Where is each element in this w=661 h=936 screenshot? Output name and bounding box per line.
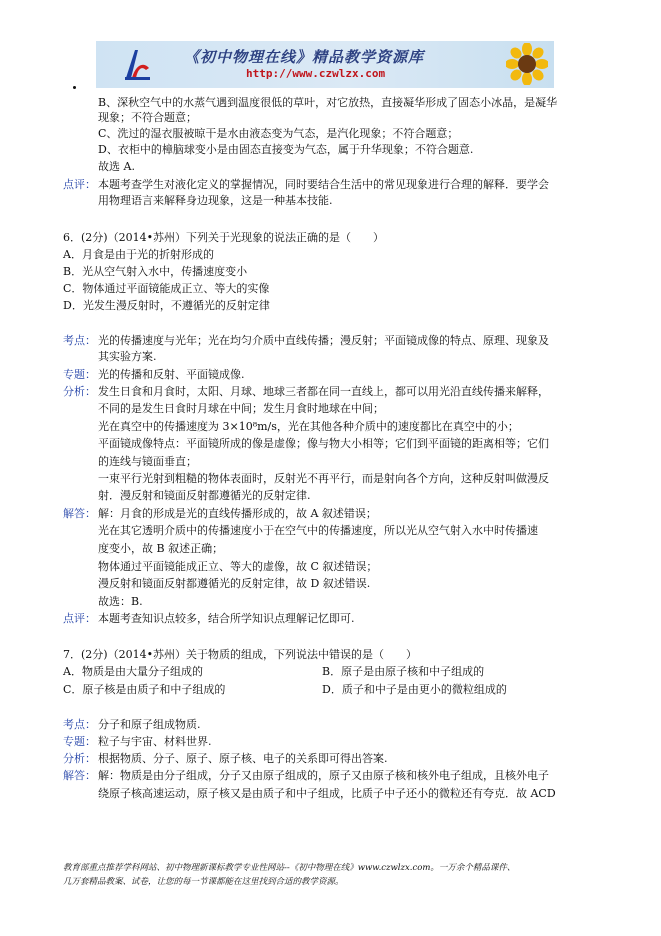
q7-option-d: D．质子和中子是由更小的微粒组成的: [322, 683, 507, 696]
sunflower-icon: [506, 43, 548, 85]
q6-answer: 故选：B.: [98, 595, 143, 608]
q5-option-b-explain: B、深秋空气中的水蒸气遇到温度很低的草叶，对它放热，直接凝华形成了固态小冰晶，是凝华: [98, 96, 558, 109]
q6-jieda-line4: 物体通过平面镜能成正立、等大的虚像，故 C 叙述错误；: [98, 560, 378, 573]
q5-comment-line2: 用物理语言来解释身边现象，这是一种基本技能.: [98, 194, 333, 207]
q6-fenxi-line3: 光在真空中的传播速度为 3×10⁸m/s，光在其他各种介质中的速度都比在真空中的小；: [98, 420, 519, 433]
q6-fenxi-label: 分析：: [63, 385, 96, 398]
q6-jieda-line1: 解：月食的形成是光的直线传播形成的，故 A 叙述错误；: [98, 507, 377, 520]
q7-fenxi-label: 分析：: [63, 752, 96, 765]
q6-option-b: B．光从空气射入水中，传播速度变小: [63, 265, 248, 278]
q6-jieda-label: 解答：: [63, 507, 96, 520]
banner-url[interactable]: http://www.czwlzx.com: [246, 67, 386, 80]
q6-jieda-line3: 度变小，故 B 叙述正确；: [98, 542, 224, 555]
q7-option-b: B．原子是由原子核和中子组成的: [322, 665, 485, 678]
q6-fenxi-line6: 一束平行光射到粗糙的物体表面时，反射光不再平行，而是射向各个方向，这种反射叫做漫反: [98, 472, 549, 485]
q6-fenxi-line4: 平面镜成像特点：平面镜所成的像是虚像；像与物大小相等；它们到平面镜的距离相等；它们: [98, 437, 549, 450]
q7-jieda-line1: 解：物质是由分子组成，分子又由原子组成的，原子又由原子核和核外电子组成，且核外电子: [98, 769, 549, 782]
q7-zhuanti: 粒子与宇宙、材料世界.: [98, 735, 212, 748]
footer-line2: 几万套精品教案、试卷，让您的每一节课都能在这里找到合适的教学资源。: [63, 877, 344, 887]
q6-stem: 6．(2分)（2014•苏州）下列关于光现象的说法正确的是（ ）: [63, 231, 385, 244]
q6-option-a: A．月食是由于光的折射形成的: [63, 248, 214, 261]
q6-fenxi-line7: 射．漫反射和镜面反射都遵循光的反射定律.: [98, 489, 311, 502]
q6-kaodian-label: 考点：: [63, 334, 96, 347]
q7-kaodian: 分子和原子组成物质.: [98, 718, 201, 731]
q5-comment-line1: 本题考查学生对液化定义的掌握情况，同时要结合生活中的常见现象进行合理的解释．要学会: [98, 178, 549, 191]
q7-fenxi: 根据物质、分子、原子、原子核、电子的关系即可得出答案.: [98, 752, 388, 765]
q7-jieda-line2: 绕原子核高速运动，原子核又是由质子和中子组成，比质子中子还小的微粒还有夸克．故 ACD: [98, 787, 556, 800]
q6-dianping-label: 点评：: [63, 612, 96, 625]
q6-kaodian-line2: 其实验方案.: [98, 350, 157, 363]
q5-comment-label: 点评：: [63, 178, 96, 191]
q7-zhuanti-label: 专题：: [63, 735, 96, 748]
q7-stem: 7．(2分)（2014•苏州）关于物质的组成，下列说法中错误的是（ ）: [63, 648, 418, 661]
q6-jieda-line5: 漫反射和镜面反射都遵循光的反射定律，故 D 叙述错误.: [98, 577, 371, 590]
footer-line1: 教育部重点推荐学科网站、初中物理新课标教学专业性网站--《初中物理在线》www.czwlzx.com。一万余个精品课件、: [63, 863, 516, 873]
q6-zhuanti: 光的传播和反射、平面镜成像.: [98, 368, 245, 381]
q5-option-d-explain: D、衣柜中的樟脑球变小是由固态直接变为气态，属于升华现象；不符合题意.: [98, 143, 474, 156]
q7-option-c: C．原子核是由质子和中子组成的: [63, 683, 226, 696]
q5-option-b-explain-cont: 现象；不符合题意；: [98, 111, 197, 124]
q6-zhuanti-label: 专题：: [63, 368, 96, 381]
header-banner: [96, 41, 554, 88]
banner-title: 《初中物理在线》精品教学资源库: [184, 48, 425, 66]
q5-answer: 故选 A.: [98, 160, 135, 173]
q6-kaodian-line1: 光的传播速度与光年；光在均匀介质中直线传播；漫反射；平面镜成像的特点、原理、现象及: [98, 334, 549, 347]
logo-icon: [122, 46, 152, 82]
q6-dianping: 本题考查知识点较多，结合所学知识点理解记忆即可.: [98, 612, 355, 625]
q7-option-a: A．物质是由大量分子组成的: [63, 665, 203, 678]
q6-fenxi-line5: 的连线与镜面垂直；: [98, 455, 197, 468]
q6-fenxi-line1: 发生日食和月食时，太阳、月球、地球三者都在同一直线上，都可以用光沿直线传播来解释，: [98, 385, 549, 398]
q6-fenxi-line2: 不同的是发生日食时月球在中间；发生月食时地球在中间；: [98, 402, 384, 415]
q7-kaodian-label: 考点：: [63, 718, 96, 731]
q7-jieda-label: 解答：: [63, 769, 96, 782]
bullet-dot: [73, 86, 76, 89]
q6-option-d: D．光发生漫反射时，不遵循光的反射定律: [63, 299, 270, 312]
q5-option-c-explain: C、洗过的湿衣服被晾干是水由液态变为气态，是汽化现象；不符合题意；: [98, 127, 459, 140]
q6-jieda-line2: 光在其它透明介质中的传播速度小于在空气中的传播速度，所以光从空气射入水中时传播速: [98, 524, 538, 537]
q6-option-c: C．物体通过平面镜能成正立、等大的实像: [63, 282, 270, 295]
